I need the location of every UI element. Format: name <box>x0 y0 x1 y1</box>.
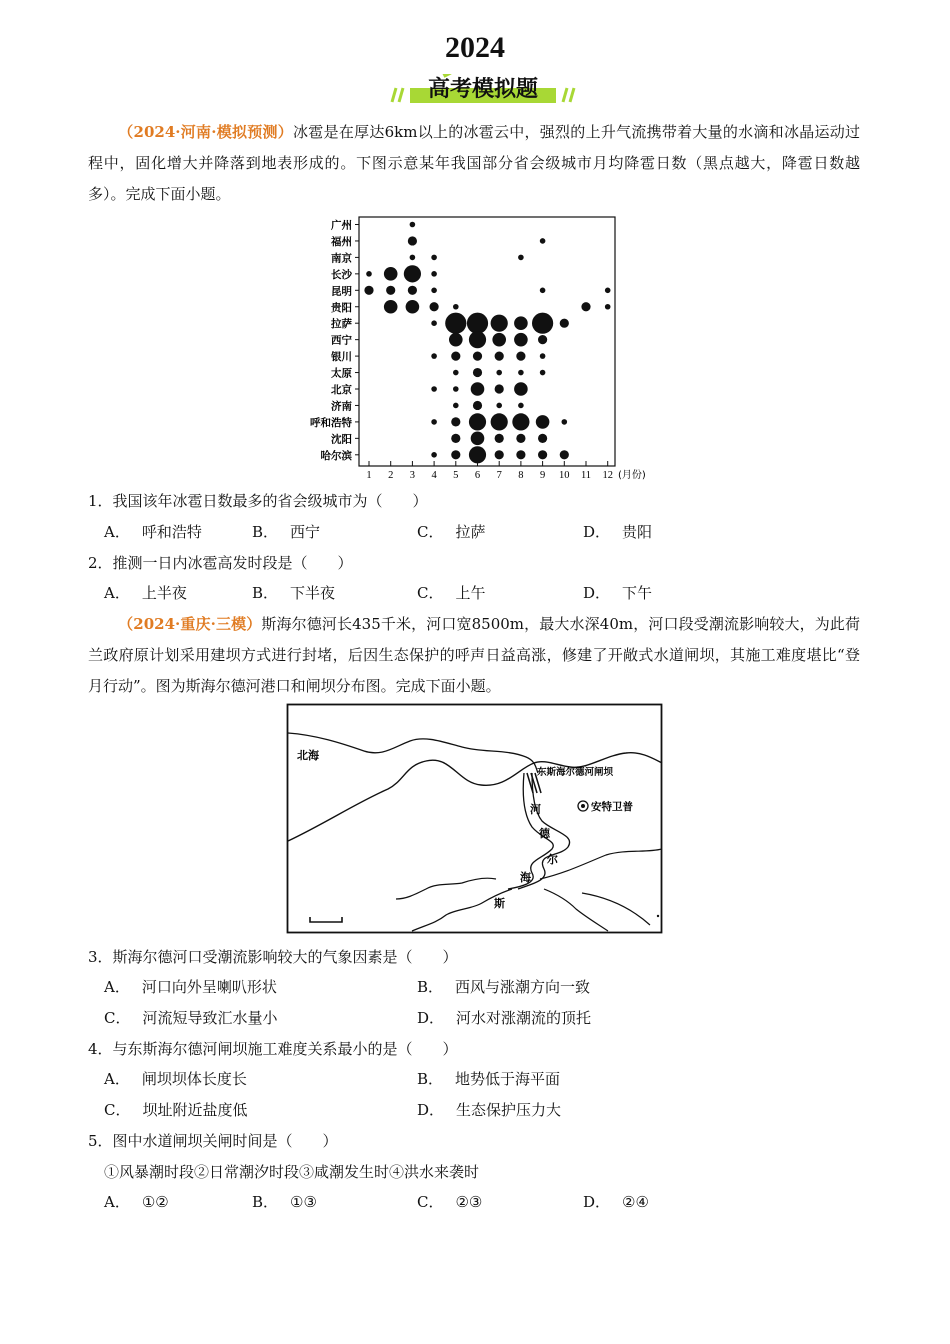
x-tick-label: 9 <box>539 470 546 481</box>
option-label: A． <box>104 584 130 602</box>
hail-dot <box>514 333 528 347</box>
hail-dot <box>430 302 439 311</box>
option-label: C． <box>417 523 444 541</box>
city-label: 广州 <box>331 219 352 232</box>
hail-dot <box>538 335 547 344</box>
q1-option-c[interactable] <box>417 522 486 542</box>
hail-dot <box>540 288 546 294</box>
city-label: 长沙 <box>331 268 352 281</box>
city-label: 济南 <box>331 400 352 413</box>
option-label: A． <box>104 1070 130 1088</box>
question-5-stem: 5．图中水道闸坝关闸时间是（ ） <box>88 1132 338 1150</box>
hail-dot <box>518 370 524 376</box>
hail-dot <box>496 370 502 376</box>
option-text: ①③ <box>290 1193 317 1211</box>
hail-dot <box>404 265 421 282</box>
option-text: 呼和浩特 <box>141 523 202 541</box>
hail-dot <box>410 222 416 228</box>
river-char: 德 <box>539 827 550 840</box>
hail-dot <box>453 403 459 409</box>
hail-dot <box>451 450 460 459</box>
hail-dot <box>514 382 528 396</box>
hail-dot <box>453 386 459 392</box>
hail-dot <box>491 413 508 430</box>
hail-dot <box>495 434 504 443</box>
city-label: 安特卫普 <box>591 801 633 813</box>
hail-dot <box>451 352 460 361</box>
hail-dot <box>536 415 550 429</box>
x-tick-label: 2 <box>388 470 394 481</box>
hail-dot <box>560 319 569 328</box>
city-label: 南京 <box>331 252 352 265</box>
river-char: 斯 <box>494 897 505 910</box>
question-5-choices: ①风暴潮时段②日常潮汐时段③咸潮发生时④洪水来袭时 <box>104 1163 480 1181</box>
hail-dot <box>431 255 437 261</box>
hail-dot <box>453 370 459 376</box>
tributary-west <box>396 878 496 899</box>
scheldt-estuary-map <box>286 703 664 935</box>
q2-option-d[interactable] <box>583 583 652 603</box>
source-tag: （2024·河南·模拟预测） <box>118 123 294 141</box>
option-text: 拉萨 <box>455 523 486 541</box>
hail-dot <box>469 413 486 430</box>
option-label: B． <box>417 978 444 996</box>
hail-dot <box>518 403 524 409</box>
coastline <box>288 753 662 841</box>
option-label: D． <box>417 1101 445 1119</box>
hail-dot <box>516 352 525 361</box>
x-tick-label: 10 <box>559 470 570 481</box>
option-text: 西宁 <box>290 523 321 541</box>
option-label: D． <box>583 584 611 602</box>
x-tick-label: 5 <box>453 470 459 481</box>
option-text: 生态保护压力大 <box>456 1101 562 1119</box>
sea-label: 北海 <box>297 749 319 762</box>
x-tick-label: 6 <box>474 470 481 481</box>
x-tick-label: 1 <box>366 470 372 481</box>
hail-dot <box>471 382 485 396</box>
hail-dot <box>496 403 502 409</box>
question-group-2-intro <box>88 609 860 702</box>
hail-dot <box>605 288 611 294</box>
hail-dot <box>451 417 460 426</box>
q3-option-b[interactable] <box>417 977 590 997</box>
dam-label: 东斯海尔德河闸坝 <box>537 767 614 778</box>
scheldt-river <box>412 889 512 931</box>
q3-option-c[interactable] <box>104 1008 278 1028</box>
hail-dot <box>406 300 420 314</box>
option-text: 下半夜 <box>290 584 336 602</box>
option-text: ②③ <box>455 1193 483 1211</box>
question-4-stem: 4．与东斯海尔德河闸坝施工难度关系最小的是（ ） <box>88 1040 458 1058</box>
header-title: 高考模拟题 <box>427 77 538 102</box>
option-text: 地势低于海平面 <box>455 1070 561 1088</box>
q4-option-c[interactable] <box>104 1100 248 1120</box>
hail-dot <box>538 450 547 459</box>
q2-option-c[interactable] <box>417 583 486 603</box>
hail-dot <box>408 236 417 245</box>
q3-option-a[interactable] <box>104 977 277 997</box>
q5-option-c[interactable] <box>417 1192 482 1212</box>
city-label: 银川 <box>331 351 352 364</box>
hail-dot <box>467 313 488 334</box>
hail-dot <box>431 320 437 326</box>
hail-dot <box>449 333 463 347</box>
city-label: 贵阳 <box>331 301 352 314</box>
hail-dot <box>540 353 546 359</box>
q4-option-a[interactable] <box>104 1069 247 1089</box>
hail-dot <box>516 450 525 459</box>
q5-option-d[interactable] <box>583 1192 649 1212</box>
hail-dot <box>538 434 547 443</box>
hail-dot <box>445 313 466 334</box>
city-label: 沈阳 <box>331 433 352 446</box>
hail-dot <box>495 352 504 361</box>
river-char: 尔 <box>547 853 558 866</box>
q4-option-d[interactable] <box>417 1100 561 1120</box>
hail-dot <box>431 386 437 392</box>
hail-dot <box>364 286 373 295</box>
city-label: 拉萨 <box>331 318 352 331</box>
hail-dot <box>410 255 416 261</box>
hail-dot <box>514 316 528 330</box>
city-label: 北京 <box>331 384 352 396</box>
option-label: A． <box>104 1193 130 1211</box>
option-label: D． <box>583 523 611 541</box>
x-tick-label: 4 <box>431 470 437 481</box>
hail-dot <box>473 401 482 410</box>
river-char: 海 <box>520 871 531 884</box>
option-label: B． <box>252 1193 279 1211</box>
hail-dot <box>469 446 486 463</box>
option-label: C． <box>104 1101 131 1119</box>
scale-bar <box>310 917 342 922</box>
q2-option-a[interactable] <box>104 583 187 603</box>
question-3-stem: 3．斯海尔德河口受潮流影响较大的气象因素是（ ） <box>88 948 458 966</box>
hail-dot <box>495 384 504 393</box>
option-text: 贵阳 <box>622 523 653 541</box>
hail-dot <box>431 452 437 458</box>
hail-dot <box>560 450 569 459</box>
hail-dot <box>431 271 437 277</box>
option-text: 河流短导致汇水量小 <box>142 1009 278 1027</box>
q2-option-b[interactable] <box>252 583 335 603</box>
q1-option-d[interactable] <box>583 522 652 542</box>
x-tick-label: 8 <box>518 470 524 481</box>
hail-dot <box>366 271 372 277</box>
option-text: 上半夜 <box>141 584 187 602</box>
option-text: 闸坝坝体长度长 <box>141 1070 247 1088</box>
x-tick-label: 3 <box>409 470 416 481</box>
option-text: 上午 <box>455 584 486 602</box>
hail-days-chart <box>300 212 660 484</box>
intro-text: 斯海尔德河长435千米，河口宽8500m，最大水深40m，河口段受潮流影响较大，为此荷兰政府原计划采用建坝方式进行封堵，后因生态保护的呼声日益高涨，修建了开敞式水道闸坝，其施工难度堪比“登月行动”。图为斯海尔德河港口和闸坝分布图。完成下面小题。 <box>88 615 860 695</box>
hail-dot <box>518 255 524 261</box>
intro-text: 冰雹是在厚达6km以上的冰雹云中，强烈的上升气流携带着大量的水滴和冰晶运动过程中，固化增大并降落到地表形成的。下图示意某年我国部分省会级城市月均降雹日数（黑点越大，降雹日数越多）。完成下面小题。 <box>88 123 860 203</box>
hail-dot <box>473 368 482 377</box>
tributary-south <box>544 889 608 931</box>
hail-dot <box>562 419 568 425</box>
hail-dot <box>431 353 437 359</box>
q3-option-d[interactable] <box>417 1008 591 1028</box>
option-text: ②④ <box>622 1193 649 1211</box>
option-label: C． <box>104 1009 131 1027</box>
option-label: C． <box>417 584 444 602</box>
hail-dot <box>540 238 546 244</box>
option-label: A． <box>104 523 130 541</box>
option-text: 西风与涨潮方向一致 <box>455 978 591 996</box>
hail-dot <box>431 288 437 294</box>
hail-dot <box>384 267 398 281</box>
option-label: A． <box>104 978 130 996</box>
x-tick-label: 11 <box>580 470 592 481</box>
hail-dot <box>431 419 437 425</box>
city-label: 西宁 <box>331 334 352 347</box>
hail-dot <box>451 434 460 443</box>
x-tick-label: 7 <box>496 470 502 481</box>
hail-dot <box>512 413 529 430</box>
hail-dot <box>469 331 486 348</box>
hail-dot <box>473 352 482 361</box>
option-label: B． <box>417 1070 444 1088</box>
q1-option-b[interactable] <box>252 522 320 542</box>
option-label: B． <box>252 523 279 541</box>
option-text: ①② <box>141 1193 169 1211</box>
question-1-stem: 1．我国该年冰雹日数最多的省会级城市为（ ） <box>88 492 428 510</box>
option-text: 坝址附近盐度低 <box>142 1101 248 1119</box>
x-tick-label: 12 <box>602 470 613 481</box>
hail-dot <box>495 450 504 459</box>
city-label: 昆明 <box>331 285 352 298</box>
option-label: B． <box>252 584 279 602</box>
city-marker-dot <box>581 804 585 808</box>
option-label: D． <box>583 1193 611 1211</box>
hail-dot <box>408 286 417 295</box>
source-tag: （2024·重庆·三模） <box>118 615 262 633</box>
q5-option-b[interactable] <box>252 1192 317 1212</box>
hail-dot <box>581 302 590 311</box>
hail-dot <box>453 304 459 310</box>
city-label: 太原 <box>331 367 352 380</box>
hail-dot <box>540 370 546 376</box>
option-label: C． <box>417 1193 444 1211</box>
option-text: 河水对涨潮流的顶托 <box>456 1009 592 1027</box>
city-label: 哈尔滨 <box>320 449 352 462</box>
option-text: 下午 <box>622 584 653 602</box>
hail-dot <box>491 315 508 332</box>
option-label: D． <box>417 1009 445 1027</box>
hail-dot <box>532 313 553 334</box>
header-year: 2024 <box>445 31 505 64</box>
hail-dot <box>605 304 611 310</box>
q4-option-b[interactable] <box>417 1069 560 1089</box>
q1-option-a[interactable] <box>104 522 202 542</box>
map-dot <box>657 915 659 917</box>
hail-dot <box>492 333 506 347</box>
hail-dot <box>384 300 398 314</box>
option-text: 河口向外呈喇叭形状 <box>141 978 277 996</box>
hail-dot <box>471 432 485 446</box>
x-axis-label: (月份) <box>618 470 646 481</box>
question-group-1-intro <box>88 117 860 210</box>
city-label: 福州 <box>331 235 352 248</box>
question-2-stem: 2．推测一日内冰雹高发时段是（ ） <box>88 554 353 572</box>
q5-option-a[interactable] <box>104 1192 169 1212</box>
river-char: 河 <box>530 803 541 816</box>
city-label: 呼和浩特 <box>310 416 352 429</box>
chart-frame <box>359 217 615 466</box>
header-banner <box>388 74 578 108</box>
hail-dot <box>516 434 525 443</box>
hail-dot <box>386 286 395 295</box>
